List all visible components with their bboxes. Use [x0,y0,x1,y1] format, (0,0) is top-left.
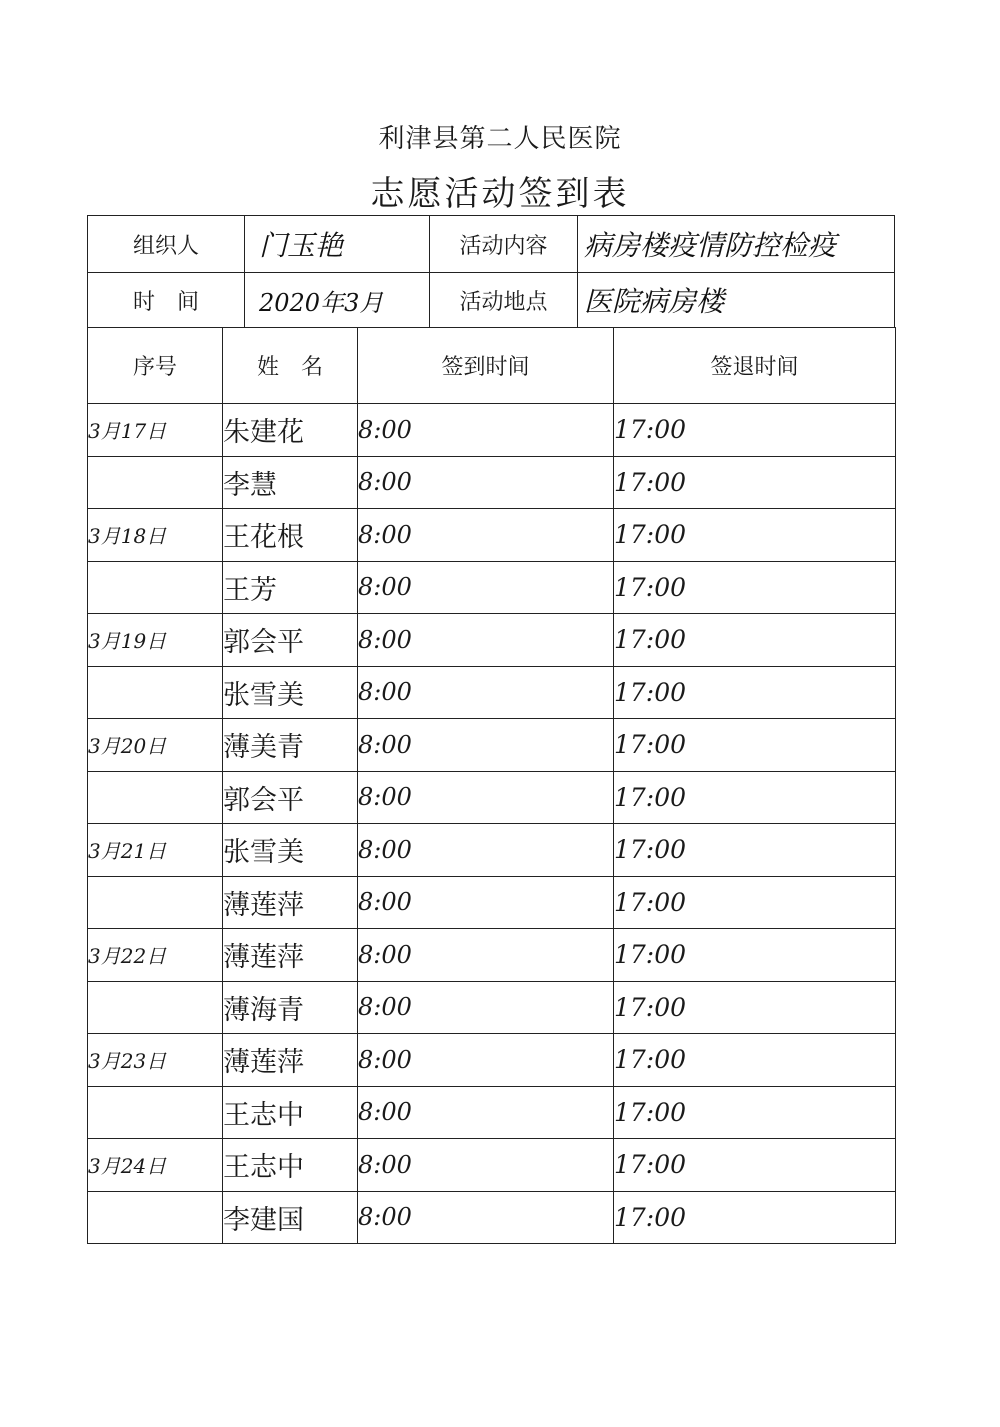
date-cell: 3月18日 [88,509,223,562]
volunteer-name: 薄莲萍 [223,876,358,929]
sign-in-time: 8:00 [358,981,614,1034]
volunteer-name: 薄莲萍 [223,1034,358,1087]
table-row [88,876,896,929]
organizer-label: 组织人 [88,216,245,272]
col-header-sign-in: 签到时间 [358,328,614,404]
volunteer-name: 郭会平 [223,614,358,667]
sign-in-time: 8:00 [358,1191,614,1244]
volunteer-name: 薄海青 [223,981,358,1034]
location-label: 活动地点 [430,272,578,328]
time-label: 时 间 [88,272,245,328]
sign-in-time: 8:00 [358,719,614,772]
content-value [578,216,896,272]
volunteer-name: 张雪美 [223,666,358,719]
sign-out-time: 17:00 [614,1139,896,1192]
info-row-2 [88,272,894,328]
table-row [88,981,896,1034]
volunteer-name: 王志中 [223,1139,358,1192]
sign-out-time: 17:00 [614,404,896,457]
date-cell: 3月23日 [88,1034,223,1087]
table-row [88,824,896,877]
date-cell: 3月17日 [88,404,223,457]
sign-in-time: 8:00 [358,614,614,667]
sign-in-time: 8:00 [358,456,614,509]
date-cell-empty [88,666,223,719]
volunteer-name: 李慧 [223,456,358,509]
volunteer-name: 薄莲萍 [223,929,358,982]
date-cell-empty [88,1086,223,1139]
date-cell: 3月20日 [88,719,223,772]
sign-in-time: 8:00 [358,771,614,824]
sign-out-time: 17:00 [614,981,896,1034]
volunteer-name: 王花根 [223,509,358,562]
date-cell: 3月21日 [88,824,223,877]
date-cell-empty [88,561,223,614]
sign-out-time: 17:00 [614,1034,896,1087]
sign-in-time: 8:00 [358,404,614,457]
col-header-index: 序号 [88,328,223,404]
content-value-text: 病房楼疫情防控检疫 [584,229,837,262]
activity-info-table [87,215,895,328]
table-header-row [88,328,896,404]
table-row [88,456,896,509]
table-row [88,719,896,772]
date-cell-empty [88,1191,223,1244]
sign-in-time: 8:00 [358,1034,614,1087]
table-row [88,404,896,457]
col-header-sign-out: 签退时间 [614,328,896,404]
volunteer-name: 朱建花 [223,404,358,457]
date-cell: 3月22日 [88,929,223,982]
date-cell: 3月24日 [88,1139,223,1192]
table-row [88,1191,896,1244]
volunteer-name: 王志中 [223,1086,358,1139]
sign-out-time: 17:00 [614,509,896,562]
date-cell-empty [88,981,223,1034]
volunteer-name: 薄美青 [223,719,358,772]
table-row [88,1086,896,1139]
volunteer-name: 张雪美 [223,824,358,877]
sign-in-time: 8:00 [358,824,614,877]
sign-in-time: 8:00 [358,509,614,562]
time-value [245,272,430,328]
table-row [88,509,896,562]
time-value-text: 2020年3月 [259,288,384,317]
sign-out-time: 17:00 [614,771,896,824]
location-value [578,272,896,328]
sign-in-time: 8:00 [358,666,614,719]
table-row [88,614,896,667]
date-cell: 3月19日 [88,614,223,667]
sign-out-time: 17:00 [614,561,896,614]
table-row [88,1034,896,1087]
table-row [88,561,896,614]
organizer-value [245,216,430,272]
sign-in-time: 8:00 [358,876,614,929]
volunteer-name: 李建国 [223,1191,358,1244]
sign-out-time: 17:00 [614,929,896,982]
sign-out-time: 17:00 [614,666,896,719]
table-row [88,771,896,824]
sign-in-time: 8:00 [358,1086,614,1139]
sign-out-time: 17:00 [614,824,896,877]
date-cell-empty [88,771,223,824]
col-header-name: 姓 名 [223,328,358,404]
sign-in-time: 8:00 [358,929,614,982]
sign-out-time: 17:00 [614,1191,896,1244]
sign-out-time: 17:00 [614,876,896,929]
table-row [88,1139,896,1192]
hospital-name: 利津县第二人民医院 [378,124,622,154]
table-row [88,666,896,719]
volunteer-name: 郭会平 [223,771,358,824]
organizer-value-text: 门玉艳 [259,229,344,262]
volunteer-name: 王芳 [223,561,358,614]
table-row [88,929,896,982]
date-cell-empty [88,876,223,929]
sign-in-table [87,327,896,1244]
sign-out-time: 17:00 [614,614,896,667]
sign-out-time: 17:00 [614,1086,896,1139]
date-cell-empty [88,456,223,509]
sign-in-time: 8:00 [358,1139,614,1192]
sign-in-time: 8:00 [358,561,614,614]
form-title: 志愿活动签到表 [370,174,630,214]
content-label: 活动内容 [430,216,578,272]
table-body [88,404,896,1244]
sign-out-time: 17:00 [614,456,896,509]
info-row-1 [88,216,894,273]
sign-out-time: 17:00 [614,719,896,772]
location-value-text: 医院病房楼 [584,285,725,318]
